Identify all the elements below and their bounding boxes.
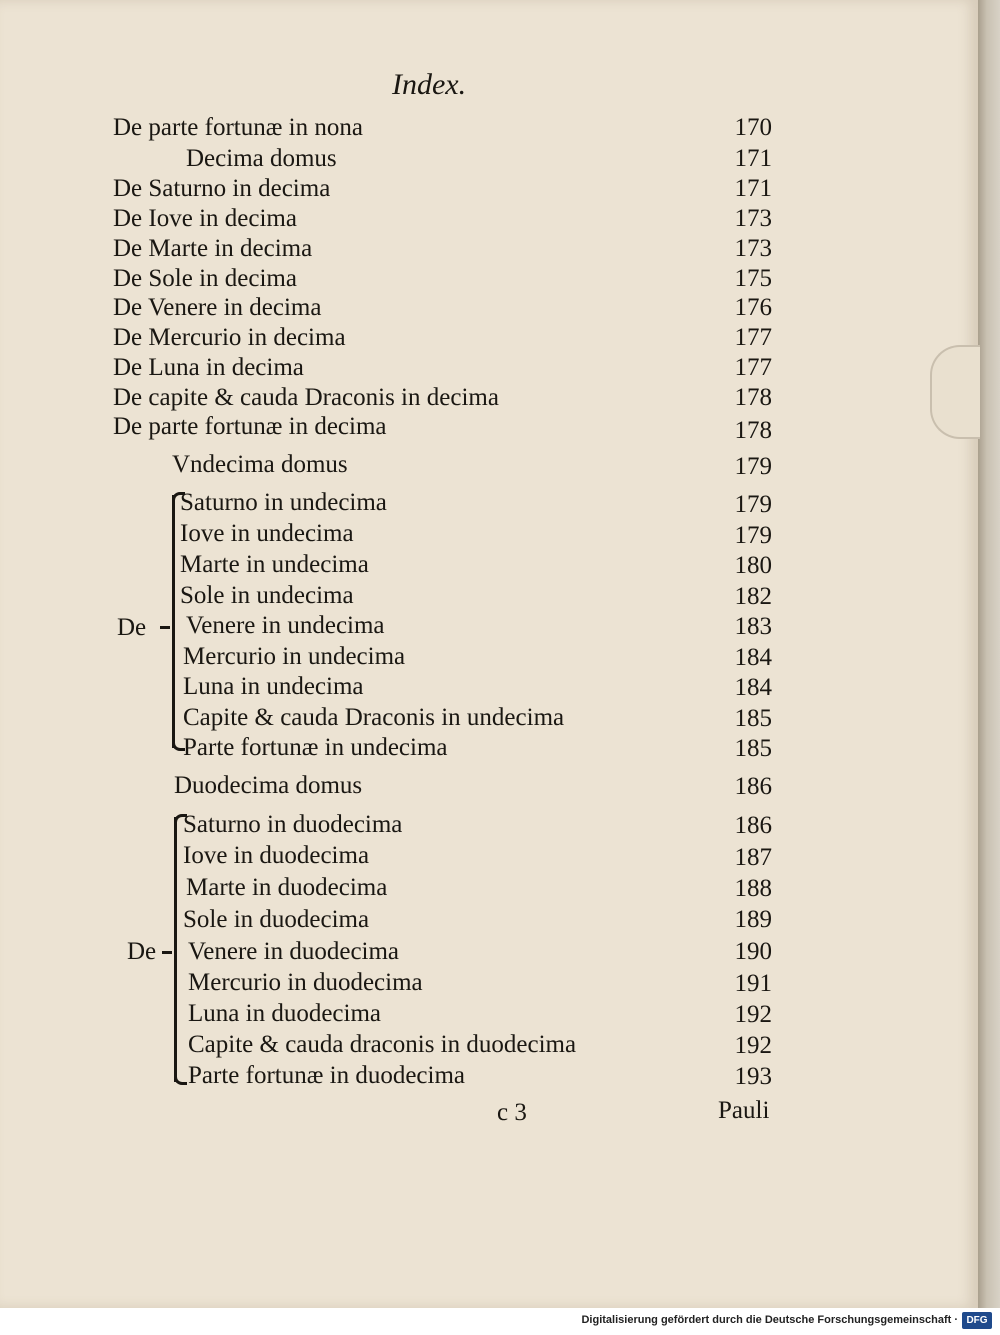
page-number: 178 [734, 384, 772, 411]
page-number: 188 [734, 875, 772, 902]
catchword: Pauli [718, 1097, 770, 1124]
page-number: 185 [734, 735, 772, 762]
index-entry: Saturno in undecima [180, 489, 387, 516]
section-heading: Decima domus [186, 145, 337, 172]
page-number: 182 [734, 583, 772, 610]
index-entry: De Iove in decima [113, 205, 297, 232]
section-heading: Vndecima domus [172, 451, 348, 478]
page-number: 193 [734, 1063, 772, 1090]
page-number: 186 [734, 812, 772, 839]
section-heading: Duodecima domus [174, 772, 363, 799]
brace-tip [162, 951, 172, 954]
index-entry: De Saturno in decima [113, 175, 331, 202]
page-number: 192 [734, 1032, 772, 1059]
page-number: 171 [734, 145, 772, 172]
index-entry: Iove in duodecima [183, 842, 370, 869]
page-number: 173 [734, 205, 772, 232]
page-number: 179 [734, 522, 772, 549]
index-entry: Sole in undecima [180, 582, 354, 609]
brace-label: De [117, 614, 147, 641]
index-entry: Luna in undecima [183, 673, 364, 700]
page-number: 190 [734, 938, 772, 965]
brace-tip [160, 626, 170, 629]
page-number: 176 [734, 294, 772, 321]
index-entry: Mercurio in duodecima [188, 969, 423, 996]
footer-bar [0, 1308, 1000, 1335]
index-entry: Mercurio in undecima [183, 643, 406, 670]
index-entry: Capite & cauda draconis in duodecima [188, 1031, 577, 1058]
index-entry: De Sole in decima [113, 265, 297, 292]
index-entry: Marte in duodecima [186, 874, 388, 901]
index-entry: Saturno in duodecima [183, 811, 403, 838]
index-entry: De parte fortunæ in nona [113, 114, 363, 141]
page-number: 173 [734, 235, 772, 262]
page-number: 171 [734, 175, 772, 202]
footer-credit: Digitalisierung gefördert durch die Deutsche Forschungsgemeinschaft · [581, 1314, 958, 1326]
page-number: 184 [734, 644, 772, 671]
page-number: 177 [734, 324, 772, 351]
page-number: 183 [734, 613, 772, 640]
index-entry: Parte fortunæ in duodecima [188, 1062, 466, 1089]
index-entry: De Mercurio in decima [113, 324, 346, 351]
index-entry: Capite & cauda Draconis in undecima [183, 704, 565, 731]
page-number: 175 [734, 265, 772, 292]
page-number: 178 [734, 417, 772, 444]
dfg-logo-icon: DFG [962, 1312, 992, 1329]
index-entry: Venere in duodecima [188, 938, 400, 965]
page-tab [930, 345, 980, 439]
page-number: 186 [734, 773, 772, 800]
page-number: 185 [734, 705, 772, 732]
page-number: 170 [734, 114, 772, 141]
index-entry: De Marte in decima [113, 235, 313, 262]
page-number: 191 [734, 970, 772, 997]
page-number: 177 [734, 354, 772, 381]
index-entry: De capite & cauda Draconis in decima [113, 384, 499, 411]
index-entry: Marte in undecima [180, 551, 369, 578]
page-number: 192 [734, 1001, 772, 1028]
index-entry: Luna in duodecima [188, 1000, 381, 1027]
page-number: 187 [734, 844, 772, 871]
signature-mark: c 3 [497, 1099, 527, 1126]
page-number: 189 [734, 906, 772, 933]
index-entry: Iove in undecima [180, 520, 354, 547]
page-number: 184 [734, 674, 772, 701]
index-entry: De Venere in decima [113, 294, 322, 321]
index-entry: De Luna in decima [113, 354, 304, 381]
page-number: 179 [734, 491, 772, 518]
index-entry: De parte fortunæ in decima [113, 413, 387, 440]
index-entry: Parte fortunæ in undecima [183, 734, 448, 761]
page-number: 180 [734, 552, 772, 579]
page-edge [978, 0, 1000, 1308]
running-head: Index. [392, 68, 467, 101]
index-entry: Sole in duodecima [183, 906, 370, 933]
index-entry: Venere in undecima [186, 612, 385, 639]
page-number: 179 [734, 453, 772, 480]
brace-label: De [127, 938, 157, 965]
